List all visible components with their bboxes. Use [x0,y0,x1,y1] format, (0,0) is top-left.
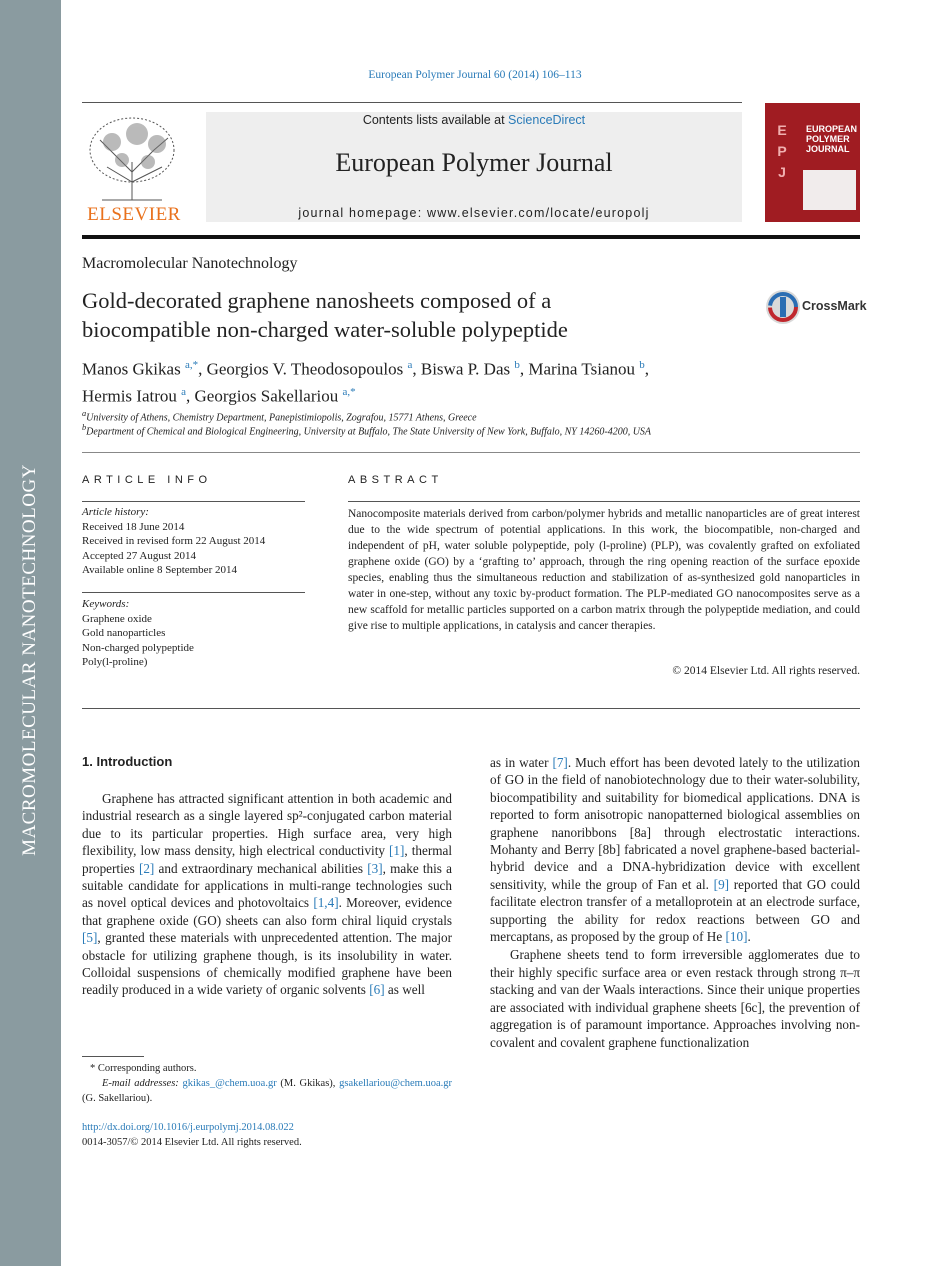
history-item: Accepted 27 August 2014 [82,549,196,562]
affiliation-text: University of Athens, Chemistry Department, Panepistimiopolis, Zografou, 15771 Athens, Greece [86,412,477,424]
title-line: Gold-decorated graphene nanosheets composed of a [82,288,552,313]
affiliation [82,423,842,437]
elsevier-wordmark: ELSEVIER [87,204,181,225]
contents-line [206,113,742,127]
section-type: Macromolecular Nanotechnology [82,255,298,272]
author-name[interactable]: Georgios Sakellariou [194,386,339,406]
footnote-corresponding: * Corresponding authors. [90,1063,197,1074]
divider [82,501,305,502]
citation-link[interactable]: [3] [367,860,383,876]
divider [82,708,860,709]
author-line [82,354,782,381]
author-name[interactable]: Georgios V. Theodosopoulos [206,359,404,379]
author-name[interactable]: Biswa P. Das [420,359,511,379]
citation-link[interactable]: [9] [713,876,730,892]
abstract-heading: ABSTRACT [348,474,443,486]
citation-link[interactable]: [6] [369,982,385,998]
journal-homepage[interactable]: journal homepage: www.elsevier.com/locate/europolj [298,206,650,220]
footnote-rule [82,1056,144,1057]
abstract-text: Nanocomposite materials derived from carbon/polymer hybrids and metallic nanoparticles are of great interest due to the wide spectrum of potential applications. In this work, the biocompatible, non-charged and independent of pH, water soluble polypeptide, poly (l-proline) (PLP), was covalently grafted on exfoliated graphene oxide (GO) by a ‘grafting to’ approach, through the ring opening reaction of the surface epoxide species, enabling thus the simultaneous reduction and stabilization of as-synthesized gold nanoparticles in water in one-step, without any toxic by-product formation. The PLP-mediated GO nanocomposites serve as a new scaffold for metallic particles supported on a carbon matrix through the polypeptide mediation, and could give rise to multiple applications, in catalysis and cancer therapies. [348,508,860,632]
author-affil-sup[interactable]: a,* [342,385,356,398]
history-item: Received in revised form 22 August 2014 [82,535,266,547]
cover-epj-letters [768,120,796,183]
keyword: Graphene oxide [82,612,152,625]
author-affil-sup[interactable]: a [181,385,187,398]
cover-panel [803,170,856,210]
sidebar-band [0,0,61,1266]
author-sep: , [519,359,529,379]
cover-letter: E [777,122,787,138]
citation-link[interactable]: [2] [138,860,155,876]
issn-line: 0014-3057/© 2014 Elsevier Ltd. All rights reserved. [82,1137,302,1148]
keyword: Gold nanoparticles [82,627,166,639]
keyword: Non-charged polypeptide [82,641,194,654]
crossmark-icon[interactable] [765,289,801,325]
history-item: Available online 8 September 2014 [82,564,237,576]
journal-citation-link[interactable]: European Polymer Journal 60 (2014) 106–113 [368,69,582,81]
divider [82,452,860,453]
author-sep: , [412,359,421,379]
email-owner: (G. Sakellariou). [82,1093,153,1104]
author-line [82,381,782,408]
citation-link[interactable]: [10] [725,929,748,945]
affiliation-sup: b [82,423,87,432]
paragraph: Graphene has attracted significant attention in both academic and industrial research as a single layered sp²-conjugated carbon material due to its particular properties. High surface area, very high flexibility, low mass density, high electrical conductivity [1], thermal properties [2] and extraordinary mechanical abilities [3], make this a suitable candidate for applications in multi-range technologies such as novel optical devices and photovoltaics [1,4]. Moreover, evidence that graphene oxide (GO) sheets can also form chiral liquid crystals [5], granted these materials with unprecedented attention. The major obstacle for utilizing graphene though, is its insolubility in water. Colloidal suspensions of chemically modified graphene have been readily produced in a wide variety of organic solvents [6] as well [82,791,453,998]
author-sep: , [198,359,207,379]
author-name[interactable]: Hermis Iatrou [82,386,177,406]
doi-link[interactable]: http://dx.doi.org/10.1016/j.eurpolymj.2014.08.022 [82,1122,294,1133]
divider [348,501,860,502]
affiliation-text: Department of Chemical and Biological Engineering, University at Buffalo, The State University of New York, Buffalo, NY 14260-4200, USA [86,426,652,438]
author-affil-sup[interactable]: b [514,359,520,371]
article-info-heading: ARTICLE INFO [82,474,212,486]
sidebar-label: MACROMOLECULAR NANOTECHNOLOGY [19,464,40,856]
author-name[interactable]: Marina Tsianou [528,359,635,379]
divider [82,592,305,593]
footnote-emails [82,1076,452,1106]
affiliation-sup: a [82,409,87,418]
body-column-right [490,754,860,1051]
history-item: Received 18 June 2014 [82,520,185,533]
contents-prefix: Contents lists available at [362,113,509,127]
cover-letter: P [777,143,787,159]
keyword: Poly(l-proline) [82,656,148,668]
body-column-left [82,790,452,999]
paragraph: as in water [7]. Much effort has been devoted lately to the utilization of GO in the field of nanobiotechnology due to their water-solubility, biocompatibility and suitability for biomedical applications. DNA is reported to form anisotropic nanopatterned biological assemblies on graphene nanoribbons [8a] through electrostatic interactions. Mohanty and Berry [8b] fabricated a novel graphene-based bacterial-hybrid device and a DNA-hybridization device with excellent sensitivity, while the group of Fan et al. [9] reported that GO could facilitate electron transfer of a metalloprotein at an electrode surface, supporting the ability for redox reactions between GO and mercaptans, as proposed by the group of He [10]. [490,755,860,945]
keywords [82,597,305,670]
header-thick-rule [82,235,860,239]
citation-link[interactable]: [1] [389,843,405,859]
author-affil-sup[interactable]: a [407,359,413,371]
citation-link[interactable]: [7] [552,755,568,770]
email-link[interactable]: gsakellariou@chem.uoa.gr [339,1078,452,1089]
sciencedirect-link[interactable]: ScienceDirect [508,113,586,127]
author-list [82,354,782,407]
header-divider [82,102,742,103]
author-sep: , [186,386,195,406]
keywords-label: Keywords: [82,598,130,610]
article-history [82,505,305,578]
author-name[interactable]: Manos Gkikas [82,359,181,379]
citation-link[interactable]: [5] [82,930,98,946]
article-title [82,286,722,344]
cover-title: EUROPEAN POLYMER JOURNAL [806,124,858,154]
crossmark-label[interactable]: CrossMark [802,299,867,313]
abstract-copyright: © 2014 Elsevier Ltd. All rights reserved. [672,665,860,677]
paragraph: Graphene sheets tend to form irreversible agglomerates due to their highly specific surface area or even restack through strong π–π stacking and van der Waals interactions. Since their unique properties are associated with individual graphene sheets [6c], the prevention of aggregation is of paramount importance. Approaches involving non-covalent and covalent graphene functionalization [490,947,860,1050]
email-link[interactable]: gkikas_@chem.uoa.gr [182,1078,277,1089]
history-label: Article history: [82,506,149,518]
title-line: biocompatible non-charged water-soluble polypeptide [82,317,568,342]
author-sep: , [644,359,649,379]
citation-link[interactable]: [1,4] [313,895,339,911]
author-affil-sup[interactable]: b [639,359,645,371]
cover-letter: J [778,164,786,180]
author-affil-sup[interactable]: a,* [184,359,199,371]
email-label: E-mail addresses: [102,1078,183,1089]
section-heading: 1. Introduction [82,754,173,769]
affiliation [82,409,842,423]
journal-name: European Polymer Journal [335,148,613,177]
email-owner: (M. Gkikas), [276,1078,340,1089]
